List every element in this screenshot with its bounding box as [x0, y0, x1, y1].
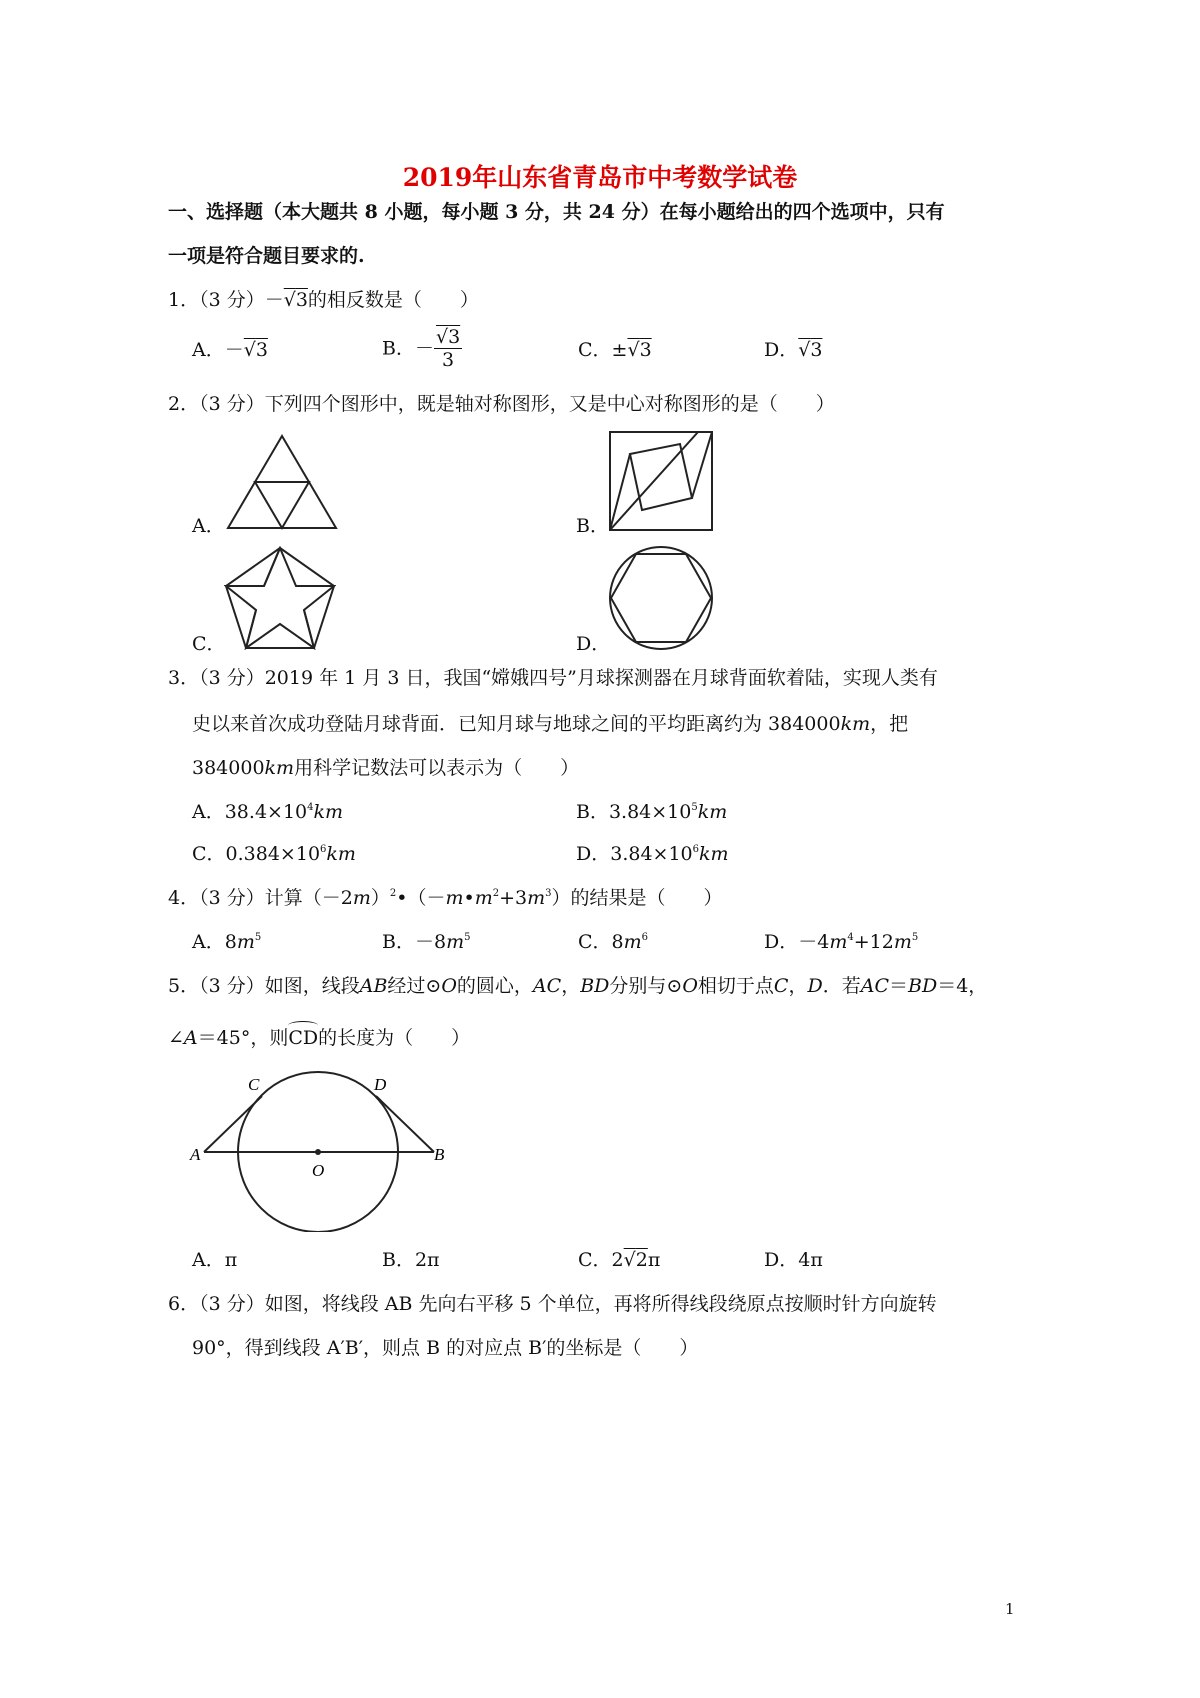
q2-stem: 2．（3 分）下列四个图形中，既是轴对称图形，又是中心对称图形的是（ ） — [168, 393, 835, 415]
q5-option-a: A．π — [192, 1249, 238, 1271]
page-number: 1 — [1005, 1600, 1015, 1618]
q1-option-b: B．－ $\frac{√3}{3}$ — [382, 326, 461, 371]
q2-option-d-label: D． — [576, 633, 611, 655]
q5-option-d: D．4π — [764, 1249, 823, 1271]
fig-label-b: B — [434, 1145, 445, 1164]
q5-line1: 5．（3 分）如图，线段AB经过⊙O的圆心，AC，BD分别与⊙O相切于点C，D．若AC＝BD＝4， — [168, 975, 988, 997]
q6-line2: 90°，得到线段 A′B′，则点 B 的对应点 B′的坐标是（ ） — [192, 1337, 699, 1359]
q1-option-a: A．－√3 — [192, 339, 268, 361]
q1-stem: 1．（3 分）－√3的相反数是（ ） — [168, 289, 479, 311]
q2-figure-c-pentagon-star — [224, 546, 336, 650]
fig-label-a: A — [190, 1145, 201, 1164]
q4-stem: 4．（3 分）计算$(-2m)^2•(-m•m^2+3m^3)$的结果是（ ） — [168, 887, 723, 909]
q2-figure-a-triangle — [226, 434, 338, 530]
q1-option-c: C．±√3 — [578, 339, 652, 361]
q6-line1: 6．（3 分）如图，将线段 AB 先向右平移 5 个单位，再将所得线段绕原点按顺时针方向旋转 — [168, 1293, 937, 1315]
fig-label-o: O — [312, 1161, 325, 1180]
q1-option-d: D．√3 — [764, 339, 823, 361]
q3-option-c: C．$0.384\times 10^6km$ — [192, 843, 356, 865]
q3-line3: 384000km用科学记数法可以表示为（ ） — [192, 757, 580, 779]
q3-line2: 史以来首次成功登陆月球背面．已知月球与地球之间的平均距离约为 384000km，把 — [192, 713, 909, 735]
arc-cd: CD — [288, 1027, 318, 1049]
q3-option-a: A．$38.4\times 10^4km$ — [192, 801, 344, 823]
q4-option-c: C．$8m^6$ — [578, 931, 649, 953]
q2-figure-b-square — [608, 430, 714, 532]
q2-option-b-label: B． — [576, 515, 609, 537]
fig-label-d: D — [374, 1075, 387, 1094]
q3-option-d: D．$3.84\times 10^6km$ — [576, 843, 729, 865]
q3-option-b: B．$3.84\times 10^5km$ — [576, 801, 728, 823]
q5-option-c: C．2√2π — [578, 1249, 661, 1271]
q4-option-b: B．$-8m^5$ — [382, 931, 471, 953]
q3-line1: 3．（3 分）2019 年 1 月 3 日，我国“嫦娥四号”月球探测器在月球背面软着陆，实现人类有 — [168, 667, 938, 689]
page-title: 2019年山东省青岛市中考数学试卷 — [402, 163, 798, 192]
section-heading-line2: 一项是符合题目要求的. — [168, 245, 365, 267]
q2-option-a-label: A． — [192, 515, 225, 537]
q5-line2: ∠A＝45°，则 CD的长度为（ ） — [168, 1026, 470, 1050]
q2-figure-d-circle-hexagon — [608, 544, 714, 652]
q5-geometry-figure — [186, 1066, 456, 1232]
q4-option-d: D．$-4m^4+12m^5$ — [764, 931, 919, 953]
q2-option-c-label: C． — [192, 633, 226, 655]
section-heading-line1: 一、选择题（本大题共 8 小题，每小题 3 分，共 24 分）在每小题给出的四个选项中，只有 — [168, 201, 945, 223]
q4-option-a: A．$8m^5$ — [192, 931, 262, 953]
fig-label-c: C — [248, 1075, 260, 1094]
q5-option-b: B．2π — [382, 1249, 440, 1271]
